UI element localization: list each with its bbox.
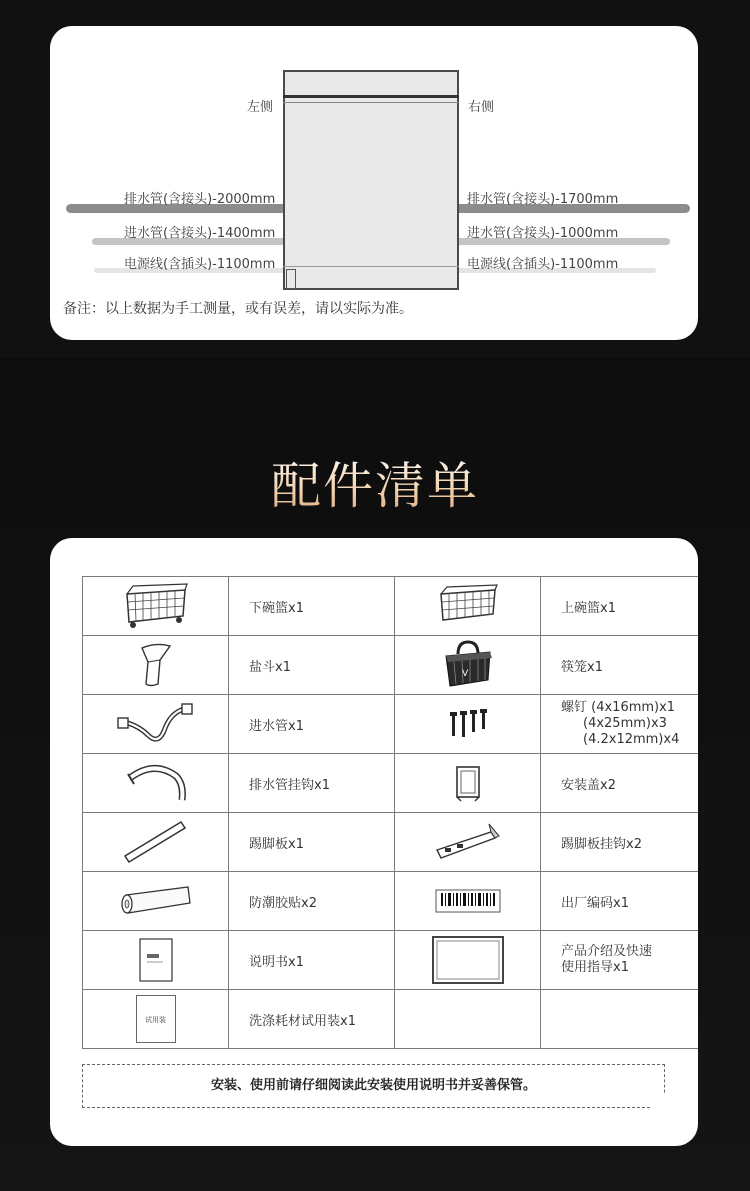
- part-image-cell: [395, 577, 541, 636]
- measurement-note: 备注：以上数据为手工测量，或有误差，请以实际为准。: [63, 301, 413, 317]
- part-name: 盐斗x1: [229, 636, 395, 695]
- part-name: 防潮胶贴x2: [229, 872, 395, 931]
- upper-basket-icon: [437, 584, 499, 628]
- page-title: 配件清单: [0, 446, 750, 518]
- empty-cell: [395, 990, 541, 1049]
- part-name: 出厂编码x1: [541, 872, 699, 931]
- part-image-cell: [83, 931, 229, 990]
- part-name: 筷笼x1: [541, 636, 699, 695]
- left-side-label: 左侧: [247, 100, 274, 115]
- left-inlet-label: 进水管(含接头)-1400mm: [124, 226, 276, 241]
- part-image-cell: [395, 695, 541, 754]
- kick-plate-hook-icon: [433, 820, 503, 864]
- dimensions-card: [50, 26, 698, 340]
- manual-icon: [137, 936, 175, 984]
- part-image-cell: [83, 872, 229, 931]
- right-side-label: 右侧: [468, 100, 495, 115]
- table-row: [83, 754, 699, 813]
- lower-basket-icon: [121, 582, 191, 630]
- part-image-cell: [395, 813, 541, 872]
- part-image-cell: [83, 754, 229, 813]
- part-name: 安装盖x2: [541, 754, 699, 813]
- part-name: 踢脚板x1: [229, 813, 395, 872]
- table-row: [83, 990, 699, 1049]
- right-drain-label: 排水管(含接头)-1700mm: [467, 192, 619, 207]
- part-image-cell: [395, 754, 541, 813]
- screws-icon: [445, 706, 491, 742]
- table-row: [83, 872, 699, 931]
- dishwasher-front: [283, 70, 459, 290]
- part-image-cell: [83, 636, 229, 695]
- part-image-cell: [395, 636, 541, 695]
- table-row: [83, 636, 699, 695]
- part-name: 说明书x1: [229, 931, 395, 990]
- salt-funnel-icon: [136, 640, 176, 690]
- part-image-cell: [83, 990, 229, 1049]
- control-strip: [283, 95, 459, 98]
- part-name-line: 使用指导x1: [561, 960, 629, 975]
- table-row: [83, 695, 699, 754]
- part-name: 下碗篮x1: [229, 577, 395, 636]
- part-image-cell: [395, 931, 541, 990]
- install-cover-icon: [452, 763, 484, 803]
- table-row: [83, 813, 699, 872]
- part-name: [541, 931, 699, 990]
- sample-pack-icon: [136, 995, 176, 1043]
- right-power-label: 电源线(含插头)-1100mm: [467, 257, 619, 272]
- divider: [283, 266, 459, 267]
- svg-text:V: V: [461, 669, 468, 679]
- part-image-cell: [83, 813, 229, 872]
- sample-pack-label: 试用装: [145, 1016, 166, 1024]
- screw-spec-line: (4x25mm)x3: [583, 716, 667, 731]
- barcode-icon: [435, 889, 501, 913]
- drain-hook-icon: [124, 760, 188, 806]
- table-row: [83, 577, 699, 636]
- moisture-tape-icon: [116, 881, 196, 921]
- part-name: 踢脚板挂钩x2: [541, 813, 699, 872]
- part-name: 洗涤耗材试用装x1: [229, 990, 395, 1049]
- inlet-hose-icon: [116, 701, 196, 747]
- left-drain-label: 排水管(含接头)-2000mm: [124, 192, 276, 207]
- service-panel: [286, 269, 296, 289]
- left-power-label: 电源线(含插头)-1100mm: [124, 257, 276, 272]
- footer-notice: 安装、使用前请仔细阅读此安装使用说明书并妥善保管。: [82, 1064, 665, 1108]
- screw-spec-line: (4.2x12mm)x4: [583, 732, 680, 747]
- part-name: 上碗篮x1: [541, 577, 699, 636]
- right-inlet-label: 进水管(含接头)-1000mm: [467, 226, 619, 241]
- part-image-cell: [83, 577, 229, 636]
- screw-spec: [561, 700, 698, 748]
- part-name: [541, 695, 699, 754]
- parts-table: [82, 576, 698, 1049]
- kick-plate-icon: [121, 816, 191, 868]
- part-name: 进水管x1: [229, 695, 395, 754]
- table-row: [83, 931, 699, 990]
- empty-cell: [541, 990, 699, 1049]
- screw-spec-line: 螺钉 (4x16mm)x1: [561, 700, 676, 715]
- part-image-cell: [83, 695, 229, 754]
- divider: [283, 102, 459, 103]
- cutlery-basket-icon: [440, 640, 496, 690]
- part-name-line: 产品介绍及快速: [561, 944, 653, 959]
- part-name: 排水管挂钩x1: [229, 754, 395, 813]
- quick-guide-icon: [431, 935, 505, 985]
- part-image-cell: [395, 872, 541, 931]
- parts-list-card: [50, 538, 698, 1146]
